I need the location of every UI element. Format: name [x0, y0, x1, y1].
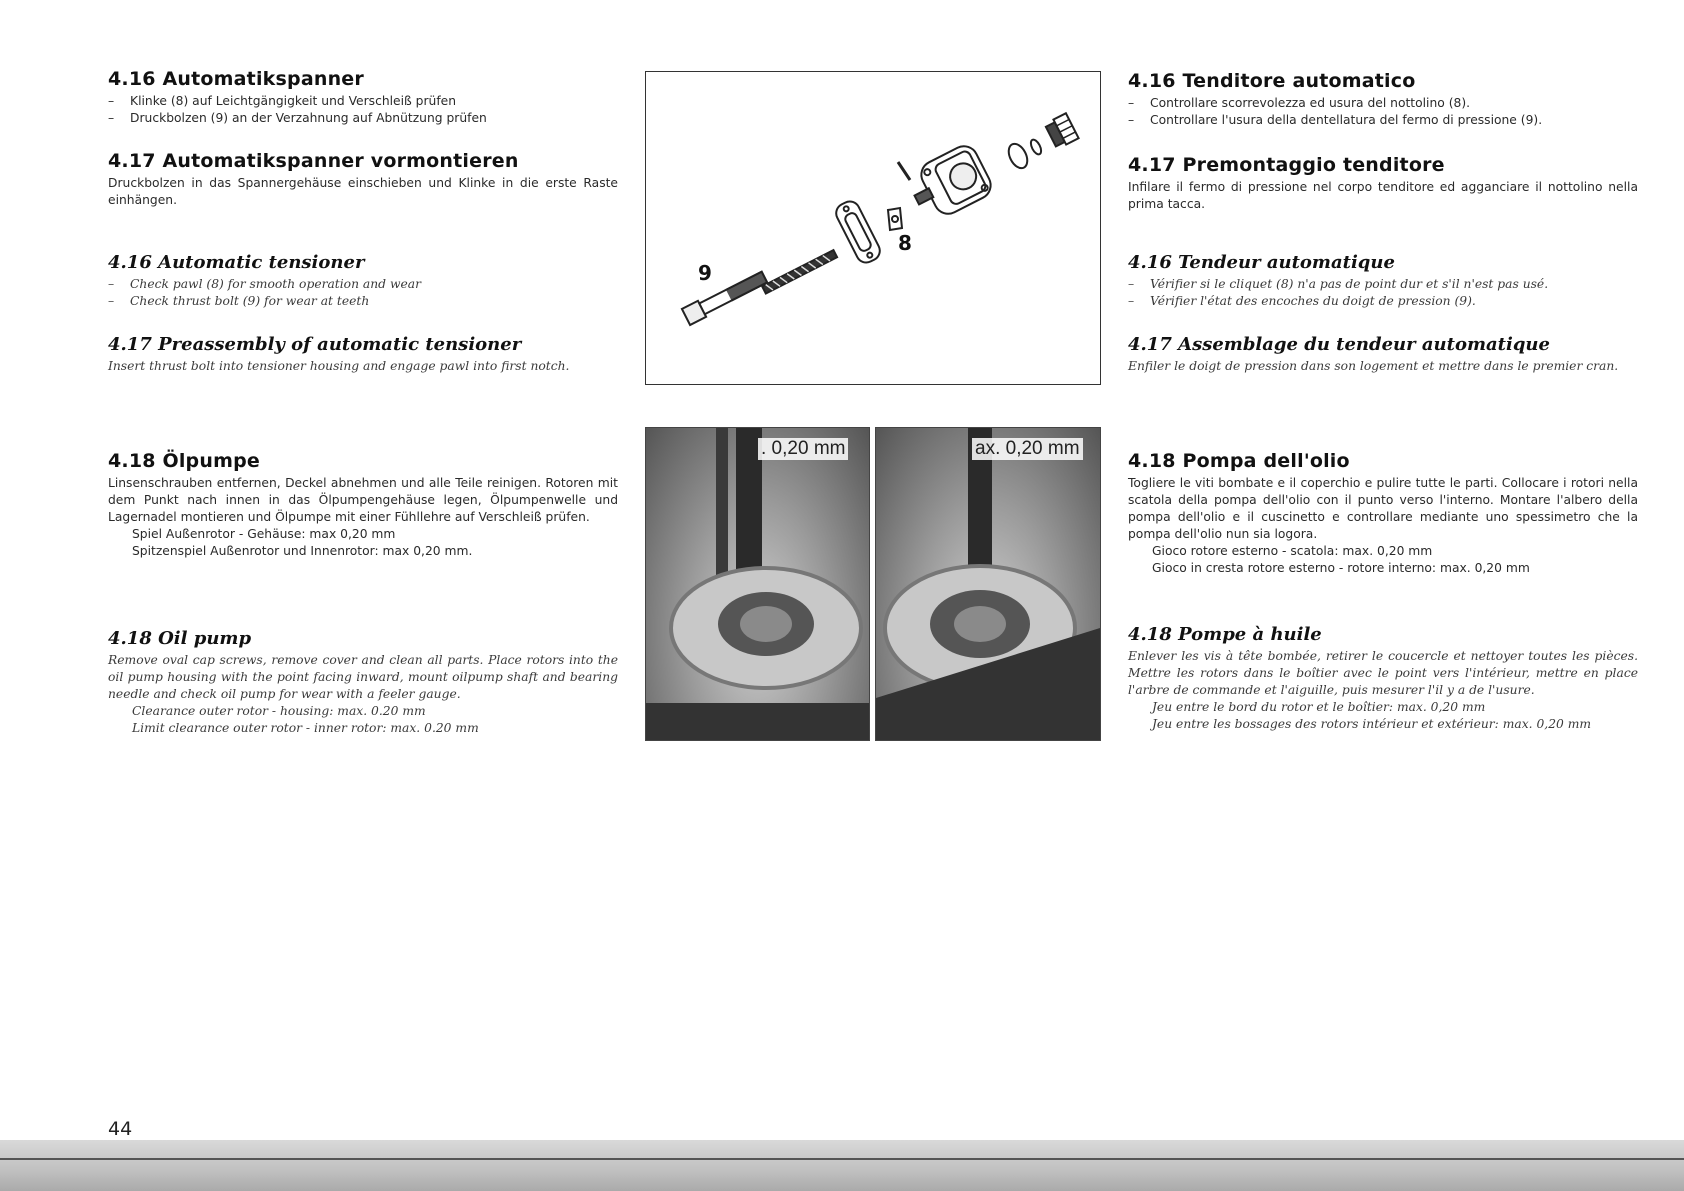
- clearance-label-left: . 0,20 mm: [758, 438, 848, 460]
- spec-line: Spitzenspiel Außenrotor und Innenrotor: max 0,20 mm.: [132, 544, 473, 558]
- section-4-16-fr: [1128, 252, 1638, 310]
- list-item: – Vérifier l'état des encoches du doigt de pression (9).: [1128, 293, 1638, 310]
- section-4-17-fr: [1128, 334, 1638, 375]
- section-4-18-fr: [1128, 624, 1638, 733]
- section-text: Enfiler le doigt de pression dans son logement et mettre dans le premier cran.: [1128, 359, 1619, 373]
- page-bottom-shadow: [0, 1140, 1684, 1191]
- section-title: 4.16 Automatikspanner: [108, 68, 364, 90]
- spec-line: Gioco in cresta rotore esterno - rotore interno: max. 0,20 mm: [1152, 561, 1530, 575]
- section-4-18-it: [1128, 450, 1638, 577]
- section-title: 4.17 Preassembly of automatic tensioner: [108, 334, 522, 355]
- section-4-17-de: [108, 150, 618, 209]
- list-item: – Controllare scorrevolezza ed usura del nottolino (8).: [1128, 95, 1638, 112]
- oil-pump-photo-right-drawing: [876, 428, 1100, 740]
- spec-line: Gioco rotore esterno - scatola: max. 0,20 mm: [1152, 544, 1433, 558]
- section-title: 4.17 Automatikspanner vormontieren: [108, 150, 519, 172]
- list-item: – Druckbolzen (9) an der Verzahnung auf Abnützung prüfen: [108, 110, 618, 127]
- list-item: – Klinke (8) auf Leichtgängigkeit und Verschleiß prüfen: [108, 93, 618, 110]
- section-4-18-en: [108, 628, 618, 737]
- section-4-17-en: [108, 334, 618, 375]
- tensioner-exploded-diagram: [645, 71, 1101, 385]
- spec-line: Clearance outer rotor - housing: max. 0.20 mm: [132, 704, 426, 718]
- section-text: Linsenschrauben entfernen, Deckel abnehmen und alle Teile reinigen. Rotoren mit dem Punkt nach innen in das Ölpumpengehäuse legen, Ölpumpenwelle und Lagernadel montieren und Ölpumpe mit einer Fühllehre auf Verschleiß prüfen.: [108, 476, 618, 524]
- section-title: 4.16 Tenditore automatico: [1128, 70, 1416, 92]
- section-4-16-de: [108, 68, 618, 127]
- list-item: – Vérifier si le cliquet (8) n'a pas de point dur et s'il n'est pas usé.: [1128, 276, 1638, 293]
- list-item: – Controllare l'usura della dentellatura del fermo di pressione (9).: [1128, 112, 1638, 129]
- list-item: – Check pawl (8) for smooth operation and wear: [108, 276, 618, 293]
- section-title: 4.18 Pompa dell'olio: [1128, 450, 1350, 472]
- spec-line: Jeu entre le bord du rotor et le boîtier: max. 0,20 mm: [1152, 700, 1486, 714]
- oil-pump-photo-left: [645, 427, 870, 741]
- section-4-18-de: [108, 450, 618, 560]
- list-item: – Check thrust bolt (9) for wear at teeth: [108, 293, 618, 310]
- spec-line: Jeu entre les bossages des rotors intérieur et extérieur: max. 0,20 mm: [1152, 717, 1592, 731]
- section-text: Druckbolzen in das Spannergehäuse einschieben und Klinke in die erste Raste einhängen.: [108, 176, 618, 207]
- section-text: Togliere le viti bombate e il coperchio e pulire tutte le parti. Collocare i rotori nella scatola della pompa dell'olio con il punto verso l'interno. Montare l'albero della pompa dell'olio e il cuscinetto e controllare mediante uno spessimetro che la pompa dell'olio nun sia logora.: [1128, 476, 1638, 541]
- section-text: Infilare il fermo di pressione nel corpo tenditore ed agganciare il nottolino nella prima tacca.: [1128, 180, 1638, 211]
- section-text: Insert thrust bolt into tensioner housing and engage pawl into first notch.: [108, 359, 570, 373]
- oil-pump-photo-right: [875, 427, 1101, 741]
- page-number: 44: [108, 1118, 133, 1140]
- section-title: 4.16 Automatic tensioner: [108, 252, 365, 273]
- section-text: Remove oval cap screws, remove cover and clean all parts. Place rotors into the oil pump housing with the point facing inward, mount oilpump shaft and bearing needle and check oil pump for wear with a feeler gauge.: [108, 653, 618, 701]
- section-title: 4.17 Assemblage du tendeur automatique: [1128, 334, 1550, 355]
- section-text: Enlever les vis à tête bombée, retirer le coucercle et nettoyer toutes les pièces. Mettre les rotors dans le boîtier avec le point vers l'intérieur, mettre en place l'arbre de commande et l'aiguille, puis mesurer l'il y a de l'usure.: [1128, 649, 1638, 697]
- oil-pump-photo-left-drawing: [646, 428, 869, 740]
- diagram-label-9: 9: [698, 261, 712, 285]
- spec-line: Limit clearance outer rotor - inner rotor: max. 0.20 mm: [132, 721, 479, 735]
- clearance-label-right: ax. 0,20 mm: [972, 438, 1083, 460]
- tensioner-parts-drawing: [646, 72, 1100, 384]
- diagram-label-8: 8: [898, 231, 912, 255]
- section-title: 4.17 Premontaggio tenditore: [1128, 154, 1445, 176]
- spec-line: Spiel Außenrotor - Gehäuse: max 0,20 mm: [132, 527, 396, 541]
- page-bottom-rule: [0, 1158, 1684, 1160]
- section-title: 4.16 Tendeur automatique: [1128, 252, 1395, 273]
- section-4-16-it: [1128, 70, 1638, 129]
- section-title: 4.18 Pompe à huile: [1128, 624, 1322, 645]
- section-4-16-en: [108, 252, 618, 310]
- section-title: 4.18 Ölpumpe: [108, 450, 260, 472]
- section-title: 4.18 Oil pump: [108, 628, 252, 649]
- section-4-17-it: [1128, 154, 1638, 213]
